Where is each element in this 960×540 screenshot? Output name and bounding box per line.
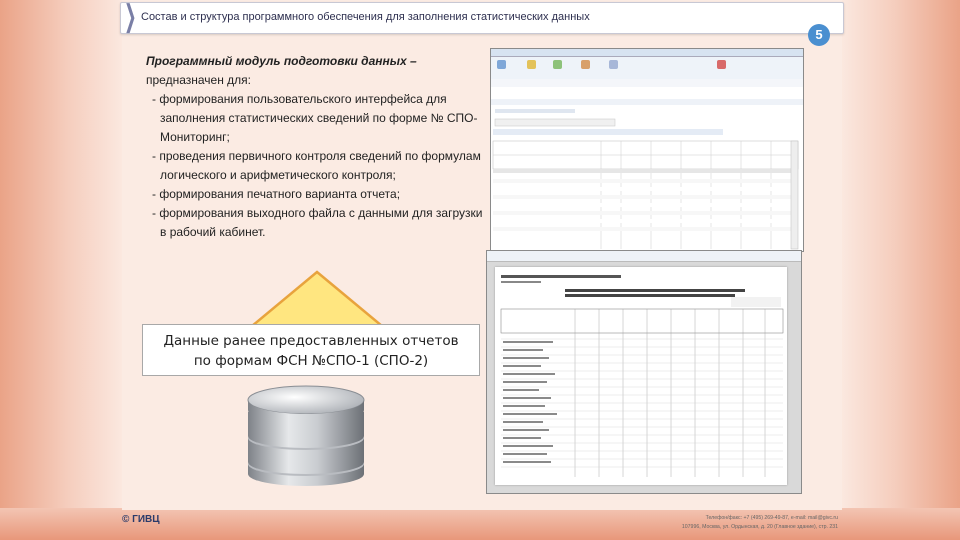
background-right-band (842, 0, 960, 540)
module-name: Программный модуль подготовки данных – (146, 54, 417, 68)
export-icon (609, 60, 618, 69)
list-item: - формирования печатного варианта отчета; (152, 187, 401, 201)
preview-toolbar (487, 251, 801, 262)
title-bar (120, 2, 844, 34)
database-icon (238, 380, 374, 488)
print-icon (581, 60, 590, 69)
caption-line-1: Данные ранее предоставленных отчетов (163, 333, 459, 349)
window-title-bar (491, 49, 803, 57)
close-icon (717, 60, 726, 69)
report-table-preview (495, 267, 787, 485)
footer-address: 107996, Москва, ул. Ордынская, д. 20 (Главное здание), стр. 231 (681, 524, 838, 530)
footer-phone: Телефон/факс: +7 (495) 269-49-87, e-mail: mail@givc.ru (705, 515, 838, 521)
purpose-list (146, 90, 491, 242)
report-icon (497, 60, 506, 69)
print-preview-screenshot (486, 250, 802, 494)
check-icon (553, 60, 562, 69)
form-preview (491, 79, 803, 251)
up-arrow-icon (250, 270, 384, 330)
list-item: - проведения первичного контроля сведений по формулам логического и арифметического контроля; (152, 149, 481, 182)
chevron-right-icon: ❯ (124, 0, 137, 34)
list-item: - формирования выходного файла с данными для загрузки в рабочий кабинет. (152, 206, 483, 239)
description-text (146, 52, 491, 242)
slide-title: Состав и структура программного обеспечения для заполнения статистических данных (141, 11, 590, 23)
caption-line-2: по формам ФСН №СПО-1 (СПО-2) (193, 353, 429, 369)
background-left-band (0, 0, 122, 540)
preview-page (495, 267, 787, 485)
list-item: - формирования пользовательского интерфейса для заполнения статистических сведений по форме № СПО-Мониторинг; (152, 92, 478, 144)
footer-logo: © ГИВЦ (122, 514, 160, 525)
ribbon-toolbar (491, 57, 803, 80)
footer-contacts (658, 514, 838, 532)
app-window-screenshot (490, 48, 804, 252)
data-source-caption (142, 324, 480, 376)
folder-icon (527, 60, 536, 69)
intro-text: предназначен для: (146, 73, 252, 87)
slide-number-badge: 5 (808, 24, 830, 46)
